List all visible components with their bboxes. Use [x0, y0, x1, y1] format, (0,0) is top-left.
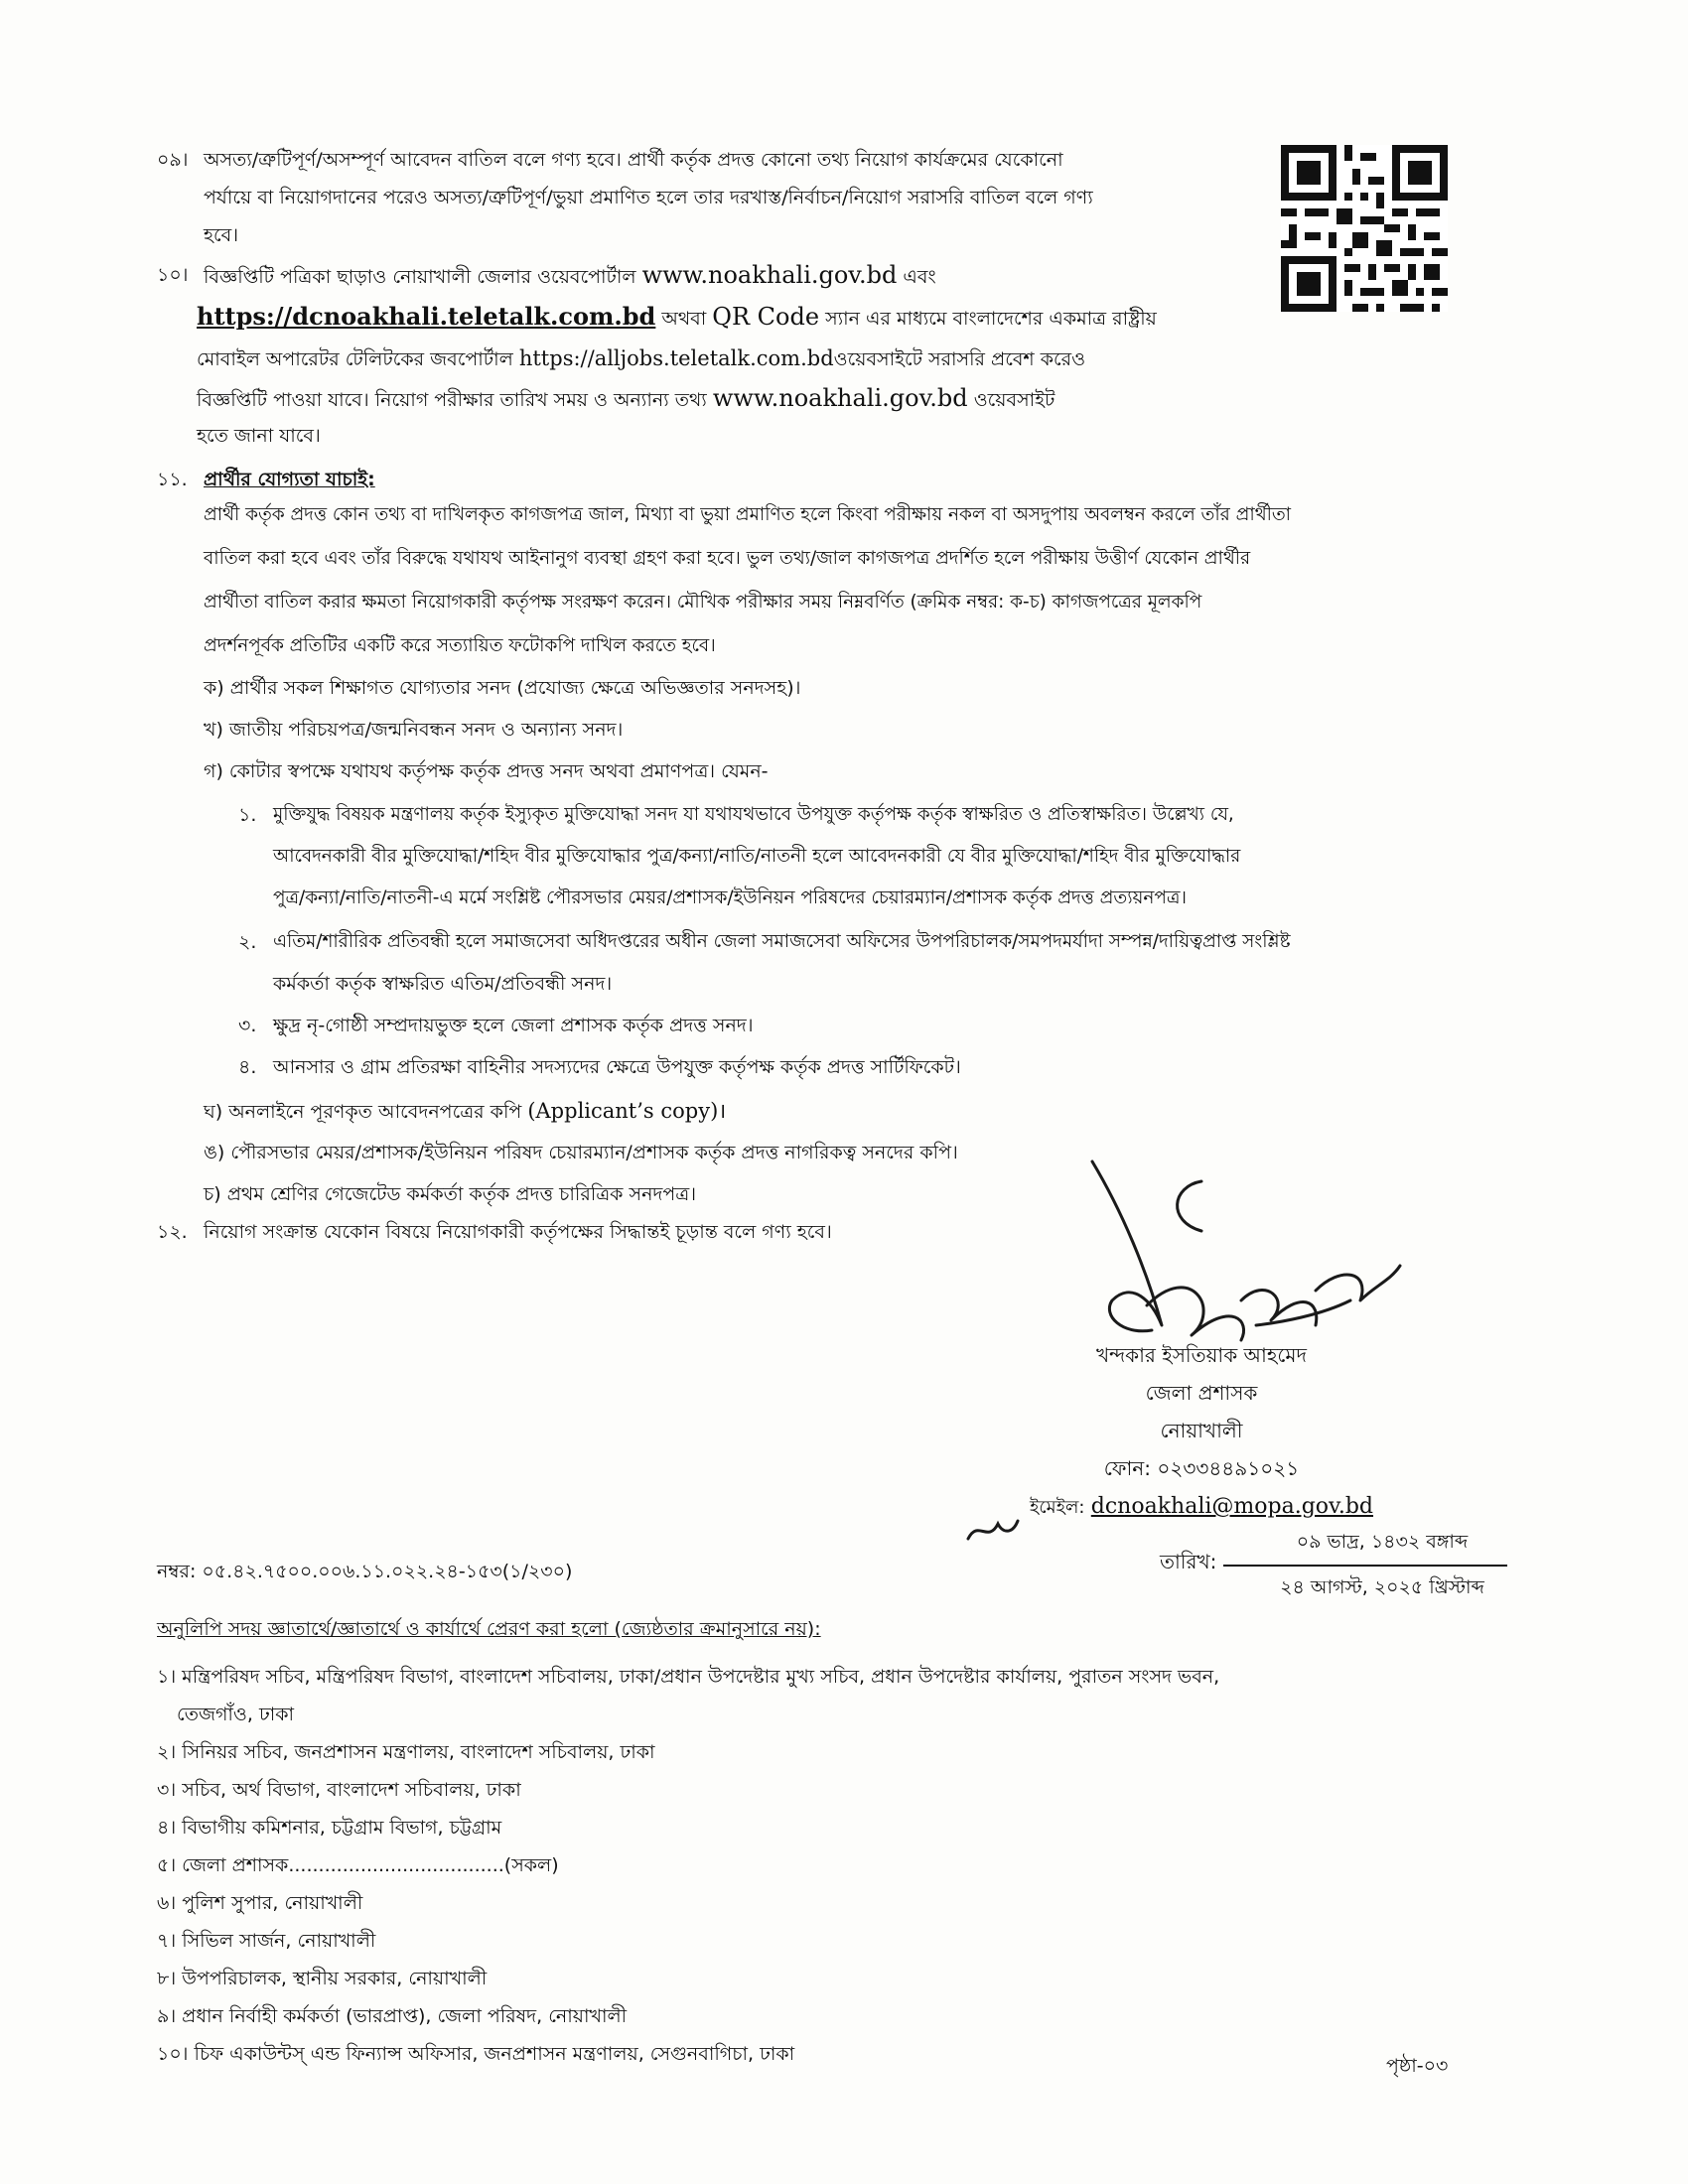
- item-10-or: অথবা: [661, 308, 707, 330]
- teletalk-link[interactable]: https://dcnoakhali.teletalk.com.bd: [197, 302, 656, 331]
- sub-item-gha: [204, 1096, 726, 1127]
- ga-1-line-1: মুক্তিযুদ্ধ বিষয়ক মন্ত্রণালয় কর্তৃক ইস্যুকৃত মুক্তিযোদ্ধা সনদ যা যথাযথভাবে উপযুক্ত কর্তৃপক্ষ কর্তৃক স্বাক্ষরিত ও প্রতিস্বাক্ষরিত। উল্লেখ্য যে,: [273, 804, 1234, 825]
- copy-item: ৭। সিভিল সার্জন, নোয়াখালী: [157, 1930, 376, 1952]
- item-11-line-1: প্রার্থী কর্তৃক প্রদত্ত কোন তথ্য বা দাখিলকৃত কাগজপত্র জাল, মিথ্যা বা ভুয়া প্রমাণিত হলে কিংবা পরীক্ষায় নকল বা অসদুপায় অবলম্বন করলে তাঁর প্রার্থীতা: [204, 504, 1292, 525]
- item-10-line-1: [204, 260, 936, 292]
- item-9-line-2: পর্যায়ে বা নিয়োগদানের পরেও অসত্য/ত্রুটিপূর্ণ/ভুয়া প্রমাণিত হলে তার দরখাস্ত/নির্বাচন/নিয়োগ সরাসরি বাতিল বলে গণ্য: [204, 187, 1093, 208]
- sub-item-ga: গ) কোটার স্বপক্ষে যথাযথ কর্তৃপক্ষ কর্তৃক প্রদত্ত সনদ অথবা প্রমাণপত্র। যেমন-: [204, 760, 769, 782]
- initial-mark: [963, 1509, 1023, 1549]
- item-10-line-3: [197, 343, 1085, 374]
- signatory-designation: জেলা প্রশাসক: [1145, 1381, 1258, 1405]
- date-english: ২৪ আগস্ট, ২০২৫ খ্রিস্টাব্দ: [1280, 1576, 1484, 1598]
- ga-1-line-3: পুত্র/কন্যা/নাতি/নাতনী-এ মর্মে সংশ্লিষ্ট পৌরসভার মেয়র/প্রশাসক/ইউনিয়ন পরিষদের চেয়ারম্যান/প্রশাসক কর্তৃক প্রদত্ত প্রত্যয়নপত্র।: [273, 887, 1187, 908]
- email-link[interactable]: dcnoakhali@mopa.gov.bd: [1090, 1494, 1374, 1519]
- ga-1-line-2: আবেদনকারী বীর মুক্তিযোদ্ধা/শহিদ বীর মুক্তিযোদ্ধার পুত্র/কন্যা/নাতি/নাতনী হলে আবেদনকারী যে বীর মুক্তিযোদ্ধা/শহিদ বীর মুক্তিযোদ্ধার: [273, 846, 1241, 867]
- signature: [1053, 1152, 1410, 1360]
- signatory-district: নোয়াখালী: [1160, 1419, 1243, 1442]
- item-11-line-4: প্রদর্শনপূর্বক প্রতিটির একটি করে সত্যায়িত ফটোকপি দাখিল করতে হবে।: [204, 635, 716, 656]
- ga-2-line-1: এতিম/শারীরিক প্রতিবন্ধী হলে সমাজসেবা অধিদপ্তরের অধীন জেলা সমাজসেবা অফিসের উপপরিচালক/সমপদমর্যাদা সম্পন্ন/দায়িত্বপ্রাপ্ত সংশ্লিষ্ট: [273, 931, 1291, 952]
- sub-item-kha: খ) জাতীয় পরিচয়পত্র/জন্মনিবন্ধন সনদ ও অন্যান্য সনদ।: [204, 719, 624, 741]
- qr-code: [1281, 145, 1448, 312]
- copy-item: ৪। বিভাগীয় কমিশনার, চট্টগ্রাম বিভাগ, চট্টগ্রাম: [157, 1817, 502, 1839]
- date-bangla: ০৯ ভাদ্র, ১৪৩২ বঙ্গাব্দ: [1296, 1531, 1469, 1553]
- ga-3-line-1: ক্ষুদ্র নৃ-গোষ্ঠী সম্প্রদায়ভুক্ত হলে জেলা প্রশাসক কর্তৃক প্রদত্ত সনদ।: [273, 1015, 754, 1036]
- item-10-scan-text: স্যান এর মাধ্যমে বাংলাদেশের একমাত্র রাষ্ট্রীয়: [825, 308, 1157, 330]
- item-12-number: ১২.: [157, 1221, 188, 1243]
- copy-item: ১০। চিফ একাউন্টস্ এন্ড ফিন্যান্স অফিসার, জনপ্রশাসন মন্ত্রণালয়, সেগুনবাগিচা, ঢাকা: [157, 2043, 795, 2065]
- signatory-email-line: [993, 1487, 1410, 1527]
- item-11-title: প্রার্থীর যোগ্যতা যাচাই:: [204, 469, 375, 490]
- copy-item: তেজগাঁও, ঢাকা: [177, 1704, 295, 1725]
- ga-2-number: ২.: [238, 931, 257, 953]
- copy-item: ৮। উপপরিচালক, স্থানীয় সরকার, নোয়াখালী: [157, 1968, 488, 1989]
- copy-item: ৯। প্রধান নির্বাহী কর্মকর্তা (ভারপ্রাপ্ত), জেলা পরিষদ, নোয়াখালী: [157, 2005, 628, 2027]
- sub-item-cha: চ) প্রথম শ্রেণির গেজেটেড কর্মকর্তা কর্তৃক প্রদত্ত চারিত্রিক সনদপত্র।: [204, 1183, 697, 1205]
- ga-4-number: ৪.: [238, 1056, 257, 1078]
- page-number: পৃষ্ঠা-০৩: [1386, 2055, 1449, 2077]
- copy-item: ২। সিনিয়র সচিব, জনপ্রশাসন মন্ত্রণালয়, বাংলাদেশ সচিবালয়, ঢাকা: [157, 1741, 655, 1763]
- gha-applicant-copy: (Applicant’s copy)।: [527, 1099, 727, 1123]
- item-11-line-3: প্রার্থীতা বাতিল করার ক্ষমতা নিয়োগকারী কর্তৃপক্ষ সংরক্ষণ করেন। মৌখিক পরীক্ষার সময় নিম্নবর্ণিত (ক্রমিক নম্বর: ক-চ) কাগজপত্রের মূলকপি: [204, 592, 1202, 613]
- date-label: তারিখ:: [1160, 1550, 1217, 1573]
- item-10-line-5: হতে জানা যাবে।: [197, 425, 321, 447]
- item-11-line-2: বাতিল করা হবে এবং তাঁর বিরুদ্ধে যথাযথ আইনানুগ ব্যবস্থা গ্রহণ করা হবে। ভুল তথ্য/জাল কাগজপত্র প্রদর্শিত হলে পরীক্ষায় উত্তীর্ণ যেকোন প্রার্থীর: [204, 548, 1251, 569]
- date-divider: [1223, 1565, 1507, 1567]
- signatory-phone: ফোন: ০২৩৩৪৪৯১০২১: [1103, 1456, 1300, 1480]
- item-10-text: বিজ্ঞপ্তিটি পত্রিকা ছাড়াও নোয়াখালী জেলার ওয়েবপোর্টাল: [204, 266, 636, 288]
- alljobs-link[interactable]: https://alljobs.teletalk.com.bd: [518, 346, 834, 370]
- item-10-exam-text: বিজ্ঞপ্তিটি পাওয়া যাবে। নিয়োগ পরীক্ষার তারিখ সময় ও অন্যান্য তথ্য: [197, 389, 707, 411]
- ga-2-line-2: কর্মকর্তা কর্তৃক স্বাক্ষরিত এতিম/প্রতিবন্ধী সনদ।: [273, 973, 613, 995]
- copy-item: ৩। সচিব, অর্থ বিভাগ, বাংলাদেশ সচিবালয়, ঢাকা: [157, 1779, 521, 1801]
- sub-item-uma: ঙ) পৌরসভার মেয়র/প্রশাসক/ইউনিয়ন পরিষদ চেয়ারম্যান/প্রশাসক কর্তৃক প্রদত্ত নাগরিকত্ব সনদের কপি।: [204, 1142, 958, 1163]
- ga-1-number: ১.: [238, 804, 257, 826]
- item-10-website-text: ওয়েবসাইটে সরাসরি প্রবেশ করেও: [833, 348, 1086, 370]
- sub-item-ka: ক) প্রার্থীর সকল শিক্ষাগত যোগ্যতার সনদ (প্রযোজ্য ক্ষেত্রে অভিজ্ঞতার সনদসহ)।: [204, 677, 801, 699]
- item-10-line-2: [197, 302, 1157, 334]
- item-10-line-4: [197, 383, 1055, 415]
- item-10-and: এবং: [903, 266, 936, 288]
- item-10-website-word: ওয়েবসাইট: [973, 389, 1055, 411]
- item-11-number: ১১.: [157, 469, 188, 490]
- item-10-jobportal-text: মোবাইল অপারেটর টেলিটকের জবপোর্টাল: [197, 348, 513, 370]
- copy-item: ১। মন্ত্রিপরিষদ সচিব, মন্ত্রিপরিষদ বিভাগ, বাংলাদেশ সচিবালয়, ঢাকা/প্রধান উপদেষ্টার মুখ্য সচিব, প্রধান উপদেষ্টার কার্যালয়, পুরাতন সংসদ ভবন,: [157, 1666, 1220, 1688]
- website-link-2[interactable]: www.noakhali.gov.bd: [712, 384, 968, 412]
- copy-item: ৫। জেলা প্রশাসক....................................(সকল): [157, 1854, 559, 1876]
- item-9-line-3: হবে।: [204, 224, 238, 246]
- signatory-block: [993, 1336, 1410, 1527]
- item-9-number: ০৯।: [157, 149, 189, 171]
- gha-text: ঘ) অনলাইনে পূরণকৃত আবেদনপত্রের কপি: [204, 1101, 522, 1123]
- qr-code-text: QR Code: [712, 303, 820, 331]
- copy-item: ৬। পুলিশ সুপার, নোয়াখালী: [157, 1892, 363, 1914]
- item-12-line-1: নিয়োগ সংক্রান্ত যেকোন বিষয়ে নিয়োগকারী কর্তৃপক্ষের সিদ্ধান্তই চূড়ান্ত বলে গণ্য হবে।: [204, 1221, 832, 1243]
- copies-heading: অনুলিপি সদয় জ্ঞাতার্থে/জ্ঞাতার্থে ও কার্যার্থে প্রেরণ করা হলো (জ্যেষ্ঠতার ক্রমানুসারে নয়):: [157, 1618, 821, 1640]
- ga-4-line-1: আনসার ও গ্রাম প্রতিরক্ষা বাহিনীর সদস্যদের ক্ষেত্রে উপযুক্ত কর্তৃপক্ষ কর্তৃক প্রদত্ত সার্টিফিকেট।: [273, 1056, 961, 1078]
- memo-number: নম্বর: ০৫.৪২.৭৫০০.০০৬.১১.০২২.২৪-১৫৩(১/২৩০): [157, 1561, 573, 1582]
- item-9-line-1: অসত্য/ত্রুটিপূর্ণ/অসম্পূর্ণ আবেদন বাতিল বলে গণ্য হবে। প্রার্থী কর্তৃক প্রদত্ত কোনো তথ্য নিয়োগ কার্যক্রমের যেকোনো: [204, 149, 1063, 171]
- signatory-name: খন্দকার ইসতিয়াক আহমেদ: [1095, 1343, 1308, 1367]
- website-link[interactable]: www.noakhali.gov.bd: [641, 261, 898, 289]
- item-10-number: ১০।: [157, 264, 189, 286]
- ga-3-number: ৩.: [238, 1015, 257, 1036]
- email-label: ইমেইল:: [1029, 1497, 1085, 1518]
